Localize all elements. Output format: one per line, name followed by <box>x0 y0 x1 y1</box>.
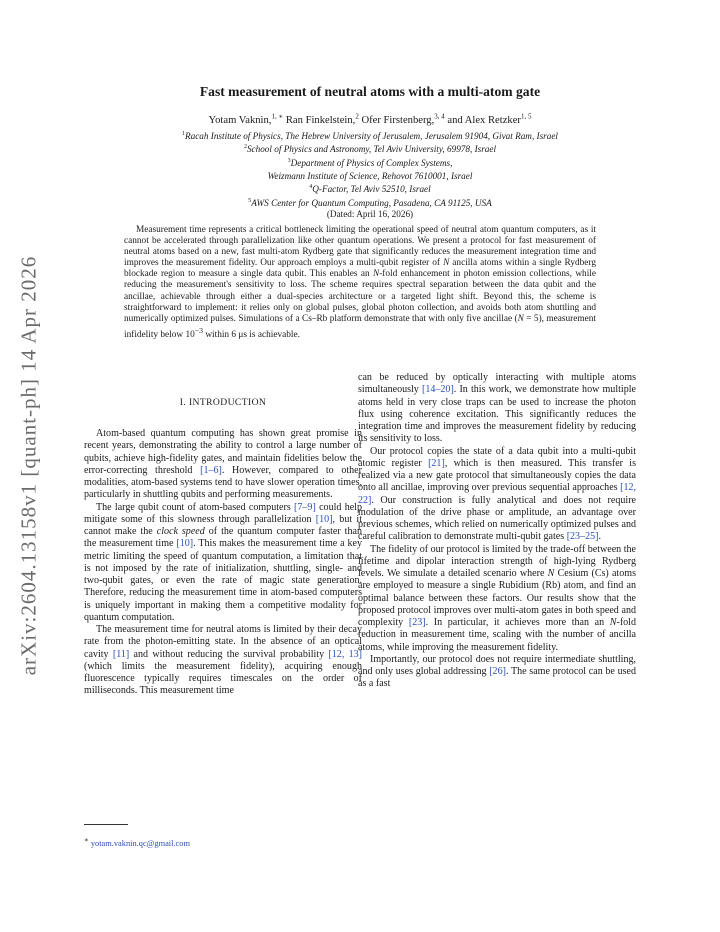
author: Ofer Firstenberg,$^{3, 4}$ <box>361 112 445 126</box>
paragraph: Our protocol copies the state of a data qubit into a multi-qubit atomic register [21], which is then measured. This transfer is realized via a new gate protocol that simultaneously copies the data onto all ancillae, improving over previous sequential approaches [12, 22]. Our construction is fully analytical and does not require modulation of the drive phase or amplitude, an advantage over previous schemes, which relied on numerically optimized pulses and careful calibration to demonstrate multi-qubit gates [23–25]. <box>358 445 636 543</box>
right-column <box>358 372 636 691</box>
affiliation: $^4$Q-Factor, Tel Aviv 52510, Israel <box>309 184 431 195</box>
affiliation: $^1$Racah Institute of Physics, The Hebrew University of Jerusalem, Jerusalem 91904, Givat Ram, Israel <box>182 131 558 142</box>
footnote-divider <box>84 824 128 825</box>
citation-link[interactable]: [10] <box>176 538 194 550</box>
citation-link[interactable]: [14–20] <box>421 384 454 396</box>
paragraph: Importantly, our protocol does not require intermediate shuttling, and only uses global addressing [26]. The same protocol can be used as a fast <box>358 653 636 690</box>
paragraph: can be reduced by optically interacting with multiple atoms simultaneously [14–20]. In this work, we demonstrate how multiple atoms held in very close traps can be used to increase the photon flux using coherence excitation. This significantly reduces the integration time and improves the measurement fidelity by reducing its sensitivity to loss. <box>358 372 636 445</box>
left-column <box>84 428 362 698</box>
citation-link[interactable]: [26] <box>489 666 506 677</box>
citation-link[interactable]: [23–25] <box>566 531 599 543</box>
abstract: Measurement time represents a critical bottleneck limiting the operational speed of neutral atom quantum computers, as it cannot be accelerated through parallelization like other quantum operations. We present a protocol for fast measurement of neutral atoms based on a new, fast multi-atom Rydberg gate that significantly reduces the measurement integration time and improves the measurement fidelity. Our approach employs a multi-qubit register of N ancilla atoms within a single Rydberg blockade region to measure a single data qubit. This enables an N-fold enhancement in photon emission collections, while reducing the measurement's sensitivity to loss. The scheme requires spectral separation between the data qubit and the ancillae, achievable through either a dual-species architecture or a targeted light shift. Beyond this, the scheme is straightforward to implement: it relies only on global pulses, global photon collection, and avoids both atom shuttling and numerically optimized pulses. Simulations of a Cs–Rb platform demonstrate that with only five ancillae (N = 5), measurement infidelity below $10^{-3}$ within 6 μs is achievable. <box>124 225 597 340</box>
author: Ran Finkelstein,$^2$ <box>285 112 359 126</box>
author: Yotam Vaknin,$^{1, ∗}$ <box>208 112 284 126</box>
citation-link[interactable]: [21] <box>428 457 445 469</box>
citation-link[interactable]: [10] <box>315 513 333 525</box>
paragraph: Atom-based quantum computing has shown great promise in recent years, demonstrating the ability to control a large number of qubits, achieve high-fidelity gates, and maintain fidelities below the error-correcting threshold [1–6]. However, compared to other modalities, atom-based systems tend to have slower operation times, particularly in shuttling qubits and performing measurements. <box>84 428 362 501</box>
paragraph: The fidelity of our protocol is limited by the trade-off between the lifetime and dipolar interaction strength of high-lying Rydberg levels. We simulate a detailed scenario where N Cesium (Cs) atoms are employed to measure a single Rubidium (Rb) atom, and find an optimal balance between these factors. Our results show that the proposed protocol improves over multi-atom gates in both speed and complexity [23]. In particular, it achieves more than an N-fold reduction in measurement time, scaling with the number of ancilla atoms, while improving the measurement fidelity. <box>358 543 636 653</box>
citation-link[interactable]: [1–6] <box>200 464 222 476</box>
affiliation: $^5$AWS Center for Quantum Computing, Pasadena, CA 91125, USA <box>248 197 492 208</box>
paper-title: Fast measurement of neutral atoms with a multi-atom gate <box>199 84 541 99</box>
arxiv-identifier: arXiv:2604.13158v1 [quant-ph] 14 Apr 2026 <box>16 255 41 675</box>
citation-link[interactable]: [23] <box>408 617 426 628</box>
affiliations <box>100 129 640 220</box>
author-list <box>100 112 640 126</box>
citation-link[interactable]: [12, 13] <box>328 648 363 660</box>
paragraph: The large qubit count of atom-based computers [7–9] could help mitigate some of this slowness through parallelization [10], but it cannot make the clock speed of the quantum computer faster than the measurement time [10]. This makes the measurement time a key metric limiting the speed of quantum computation, a limitation that is not imposed by the rate of initialization, shuttling, single- and two-qubit gates, or even the rate of magic state generation. Therefore, reducing the measurement time in atom-based computers is uniquely important in making them a competitive modality for quantum computation. <box>84 501 362 623</box>
affiliation: $^3$Department of Physics of Complex Systems, <box>287 157 453 168</box>
affiliation: $^2$School of Physics and Astronomy, Tel Aviv University, 69978, Israel <box>243 144 497 155</box>
date-line: (Dated: April 16, 2026) <box>326 209 414 220</box>
citation-link[interactable]: [7–9] <box>294 501 316 513</box>
paragraph: The measurement time for neutral atoms is limited by their decay rate from the photon-emitting state. In the absence of an optical cavity [11] and without reducing the survival probability [12, 13] (which limits the measurement fidelity), acquiring enough fluorescence typically requires timescales on the order of milliseconds. This measurement time <box>84 624 363 697</box>
affiliation: Weizmann Institute of Science, Rehovot 7610001, Israel <box>267 171 473 182</box>
author: and Alex Retzker$^{1, 5}$ <box>447 112 532 126</box>
footnote: ∗ yotam.vaknin.qc@gmail.com <box>84 836 190 848</box>
citation-link[interactable]: [12, 22] <box>358 482 636 506</box>
email-link[interactable]: yotam.vaknin.qc@gmail.com <box>90 838 190 848</box>
section-heading: I. INTRODUCTION <box>179 397 267 408</box>
citation-link[interactable]: [11] <box>112 648 130 660</box>
